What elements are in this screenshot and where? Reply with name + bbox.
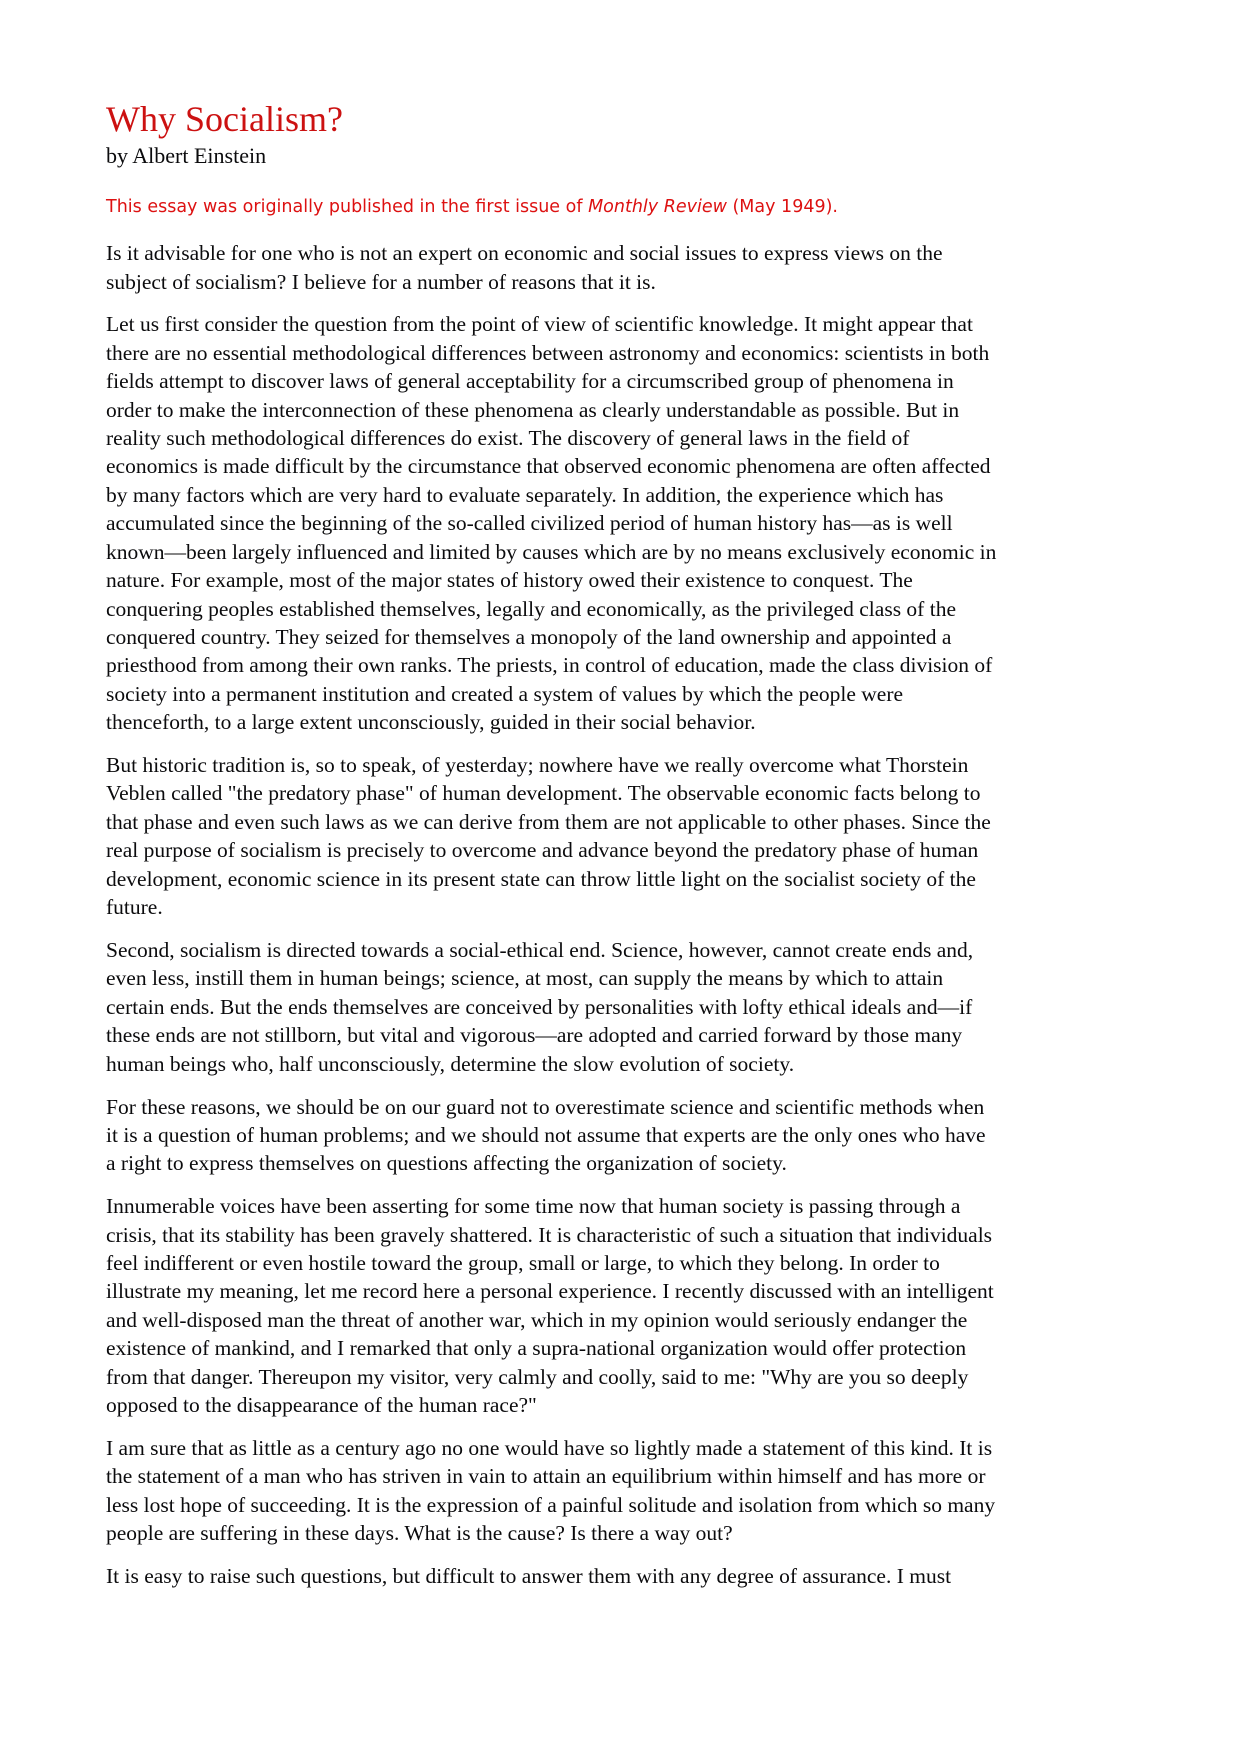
publication-notice-prefix: This essay was originally published in the first issue of — [106, 197, 589, 218]
essay-body — [106, 239, 998, 1590]
byline: by Albert Einstein — [106, 142, 267, 168]
journal-name: Monthly Review — [588, 197, 727, 218]
paragraph: For these reasons, we should be on our guard not to overestimate science and scientific methods when it is a question of human problems; and we should not assume that experts are the only ones who have a right to express themselves on questions affecting the organization of society. — [106, 1094, 986, 1176]
paragraph: It is easy to raise such questions, but difficult to answer them with any degree of assurance. I must — [106, 1564, 952, 1589]
paragraph: Second, socialism is directed towards a social-ethical end. Science, however, cannot create ends and, even less, instill them in human beings; science, at most, can supply the means by which to attain certain ends. But the ends themselves are conceived by personalities with lofty ethical ideals and—if these ends are not stillborn, but vital and vigorous—are adopted and carried forward by those many human beings who, half unconsciously, determine the slow evolution of society. — [106, 937, 974, 1076]
document-page — [106, 0, 998, 1591]
publication-notice — [106, 197, 998, 219]
paragraph: Is it advisable for one who is not an expert on economic and social issues to express views on the subject of socialism? I believe for a number of reasons that it is. — [106, 241, 943, 294]
paragraph: But historic tradition is, so to speak, of yesterday; nowhere have we really overcome what Thorstein Veblen called "the predatory phase" of human development. The observable economic facts belong to that phase and even such laws as we can derive from them are not applicable to other phases. Since the real purpose of socialism is precisely to overcome and advance beyond the predatory phase of human development, economic science in its present state can throw little light on the socialist society of the future. — [106, 753, 991, 920]
paragraph: Innumerable voices have been asserting for some time now that human society is passing through a crisis, that its stability has been gravely shattered. It is characteristic of such a situation that individuals feel indifferent or even hostile toward the group, small or large, to which they belong. In order to illustrate my meaning, let me record here a personal experience. I recently discussed with an intelligent and well-disposed man the threat of another war, which in my opinion would seriously endanger the existence of mankind, and I remarked that only a supra-national organization would offer protection from that danger. Thereupon my visitor, very calmly and coolly, said to me: "Why are you so deeply opposed to the disappearance of the human race?" — [106, 1194, 994, 1418]
paragraph: Let us first consider the question from the point of view of scientific knowledge. It might appear that there are no essential methodological differences between astronomy and economics: scientists in both fields attempt to discover laws of general acceptability for a circumscribed group of phenomena in order to make the interconnection of these phenomena as clearly understandable as possible. But in reality such methodological differences do exist. The discovery of general laws in the field of economics is made difficult by the circumstance that observed economic phenomena are often affected by many factors which are very hard to evaluate separately. In addition, the experience which has accumulated since the beginning of the so-called civilized period of human history has—as is well known—been largely influenced and limited by causes which are by no means exclusively economic in nature. For example, most of the major states of history owed their existence to conquest. The conquering peoples established themselves, legally and economically, as the privileged class of the conquered country. They seized for themselves a monopoly of the land ownership and appointed a priesthood from among their own ranks. The priests, in control of education, made the class division of society into a permanent institution and created a system of values by which the people were thenceforth, to a large extent unconsciously, guided in their social behavior. — [106, 312, 997, 735]
publication-notice-suffix: (May 1949). — [726, 197, 838, 218]
essay-title: Why Socialism? — [106, 99, 343, 139]
paragraph: I am sure that as little as a century ago no one would have so lightly made a statement of this kind. It is the statement of a man who has striven in vain to attain an equilibrium within himself and has more or less lost hope of succeeding. It is the expression of a painful solitude and isolation from which so many people are suffering in these days. What is the cause? Is there a way out? — [106, 1435, 996, 1546]
